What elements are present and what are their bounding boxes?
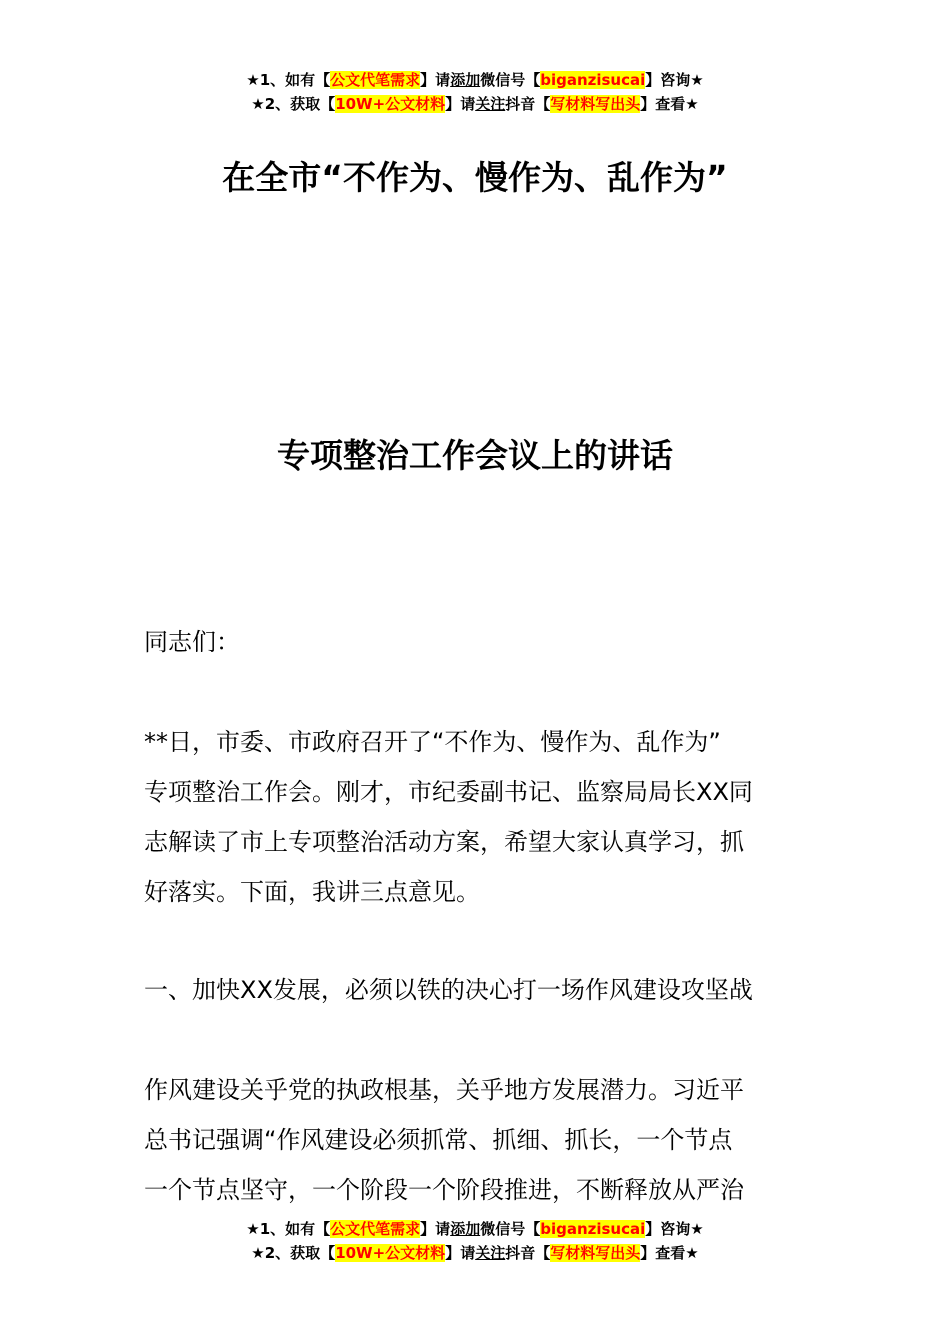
paragraph-line: 总书记强调“作风建设必须抓常、抓细、抓长，一个节点 [144, 1126, 733, 1154]
banner-line-1 [0, 68, 950, 92]
banner-text: 】咨询★ [645, 71, 704, 89]
banner-text: ★2、获取【 [251, 95, 336, 113]
banner-text: 微信号【 [480, 71, 541, 89]
banner-text: 】查看★ [640, 95, 699, 113]
paragraph-2 [144, 1065, 808, 1215]
section-heading-text: 一、加快XX发展，必须以铁的决心打一场作风建设攻坚战 [144, 976, 753, 1004]
banner-highlight: 10W+公文材料 [335, 95, 446, 113]
paragraph-1 [144, 717, 808, 917]
banner-text: 】请 [420, 1220, 451, 1238]
banner-highlight: biganzisucai [540, 71, 646, 89]
banner-highlight: 写材料写出头 [550, 95, 641, 113]
banner-text: ★2、获取【 [251, 1244, 336, 1262]
document-title-line-1: 在全市“不作为、慢作为、乱作为” [222, 158, 728, 197]
banner-underline: 关注 [475, 95, 506, 113]
banner-text: 微信号【 [480, 1220, 541, 1238]
top-banner [0, 68, 950, 116]
banner-text: 】咨询★ [645, 1220, 704, 1238]
banner-line-1 [0, 1217, 950, 1241]
banner-highlight: 10W+公文材料 [335, 1244, 446, 1262]
banner-highlight: biganzisucai [540, 1220, 646, 1238]
bottom-banner [0, 1217, 950, 1265]
banner-text: 】查看★ [640, 1244, 699, 1262]
banner-text: 】请 [420, 71, 451, 89]
banner-text: 抖音【 [505, 1244, 551, 1262]
paragraph-line: 好落实。下面，我讲三点意见。 [144, 878, 480, 906]
banner-highlight: 公文代笔需求 [330, 1220, 421, 1238]
banner-text: ★1、如有【 [246, 71, 331, 89]
banner-highlight: 写材料写出头 [550, 1244, 641, 1262]
banner-highlight: 公文代笔需求 [330, 71, 421, 89]
paragraph-line: 志解读了市上专项整治活动方案，希望大家认真学习，抓 [144, 828, 744, 856]
banner-text: 】请 [445, 95, 476, 113]
banner-line-2 [0, 92, 950, 116]
salutation [144, 617, 808, 667]
banner-text: 抖音【 [505, 95, 551, 113]
banner-underline: 添加 [450, 1220, 481, 1238]
paragraph-line: **日，市委、市政府召开了“不作为、慢作为、乱作为” [144, 728, 721, 756]
banner-text: 】请 [445, 1244, 476, 1262]
paragraph-line: 作风建设关乎党的执政根基，关乎地方发展潜力。习近平 [144, 1076, 744, 1104]
banner-underline: 添加 [450, 71, 481, 89]
banner-line-2 [0, 1241, 950, 1265]
paragraph-line: 专项整治工作会。刚才，市纪委副书记、监察局局长XX同 [144, 778, 753, 806]
section-heading-1 [144, 965, 808, 1015]
banner-text: ★1、如有【 [246, 1220, 331, 1238]
salutation-text: 同志们： [144, 628, 240, 656]
banner-underline: 关注 [475, 1244, 506, 1262]
paragraph-line: 一个节点坚守，一个阶段一个阶段推进，不断释放从严治 [144, 1176, 744, 1204]
document-title-line-2: 专项整治工作会议上的讲话 [277, 436, 673, 475]
